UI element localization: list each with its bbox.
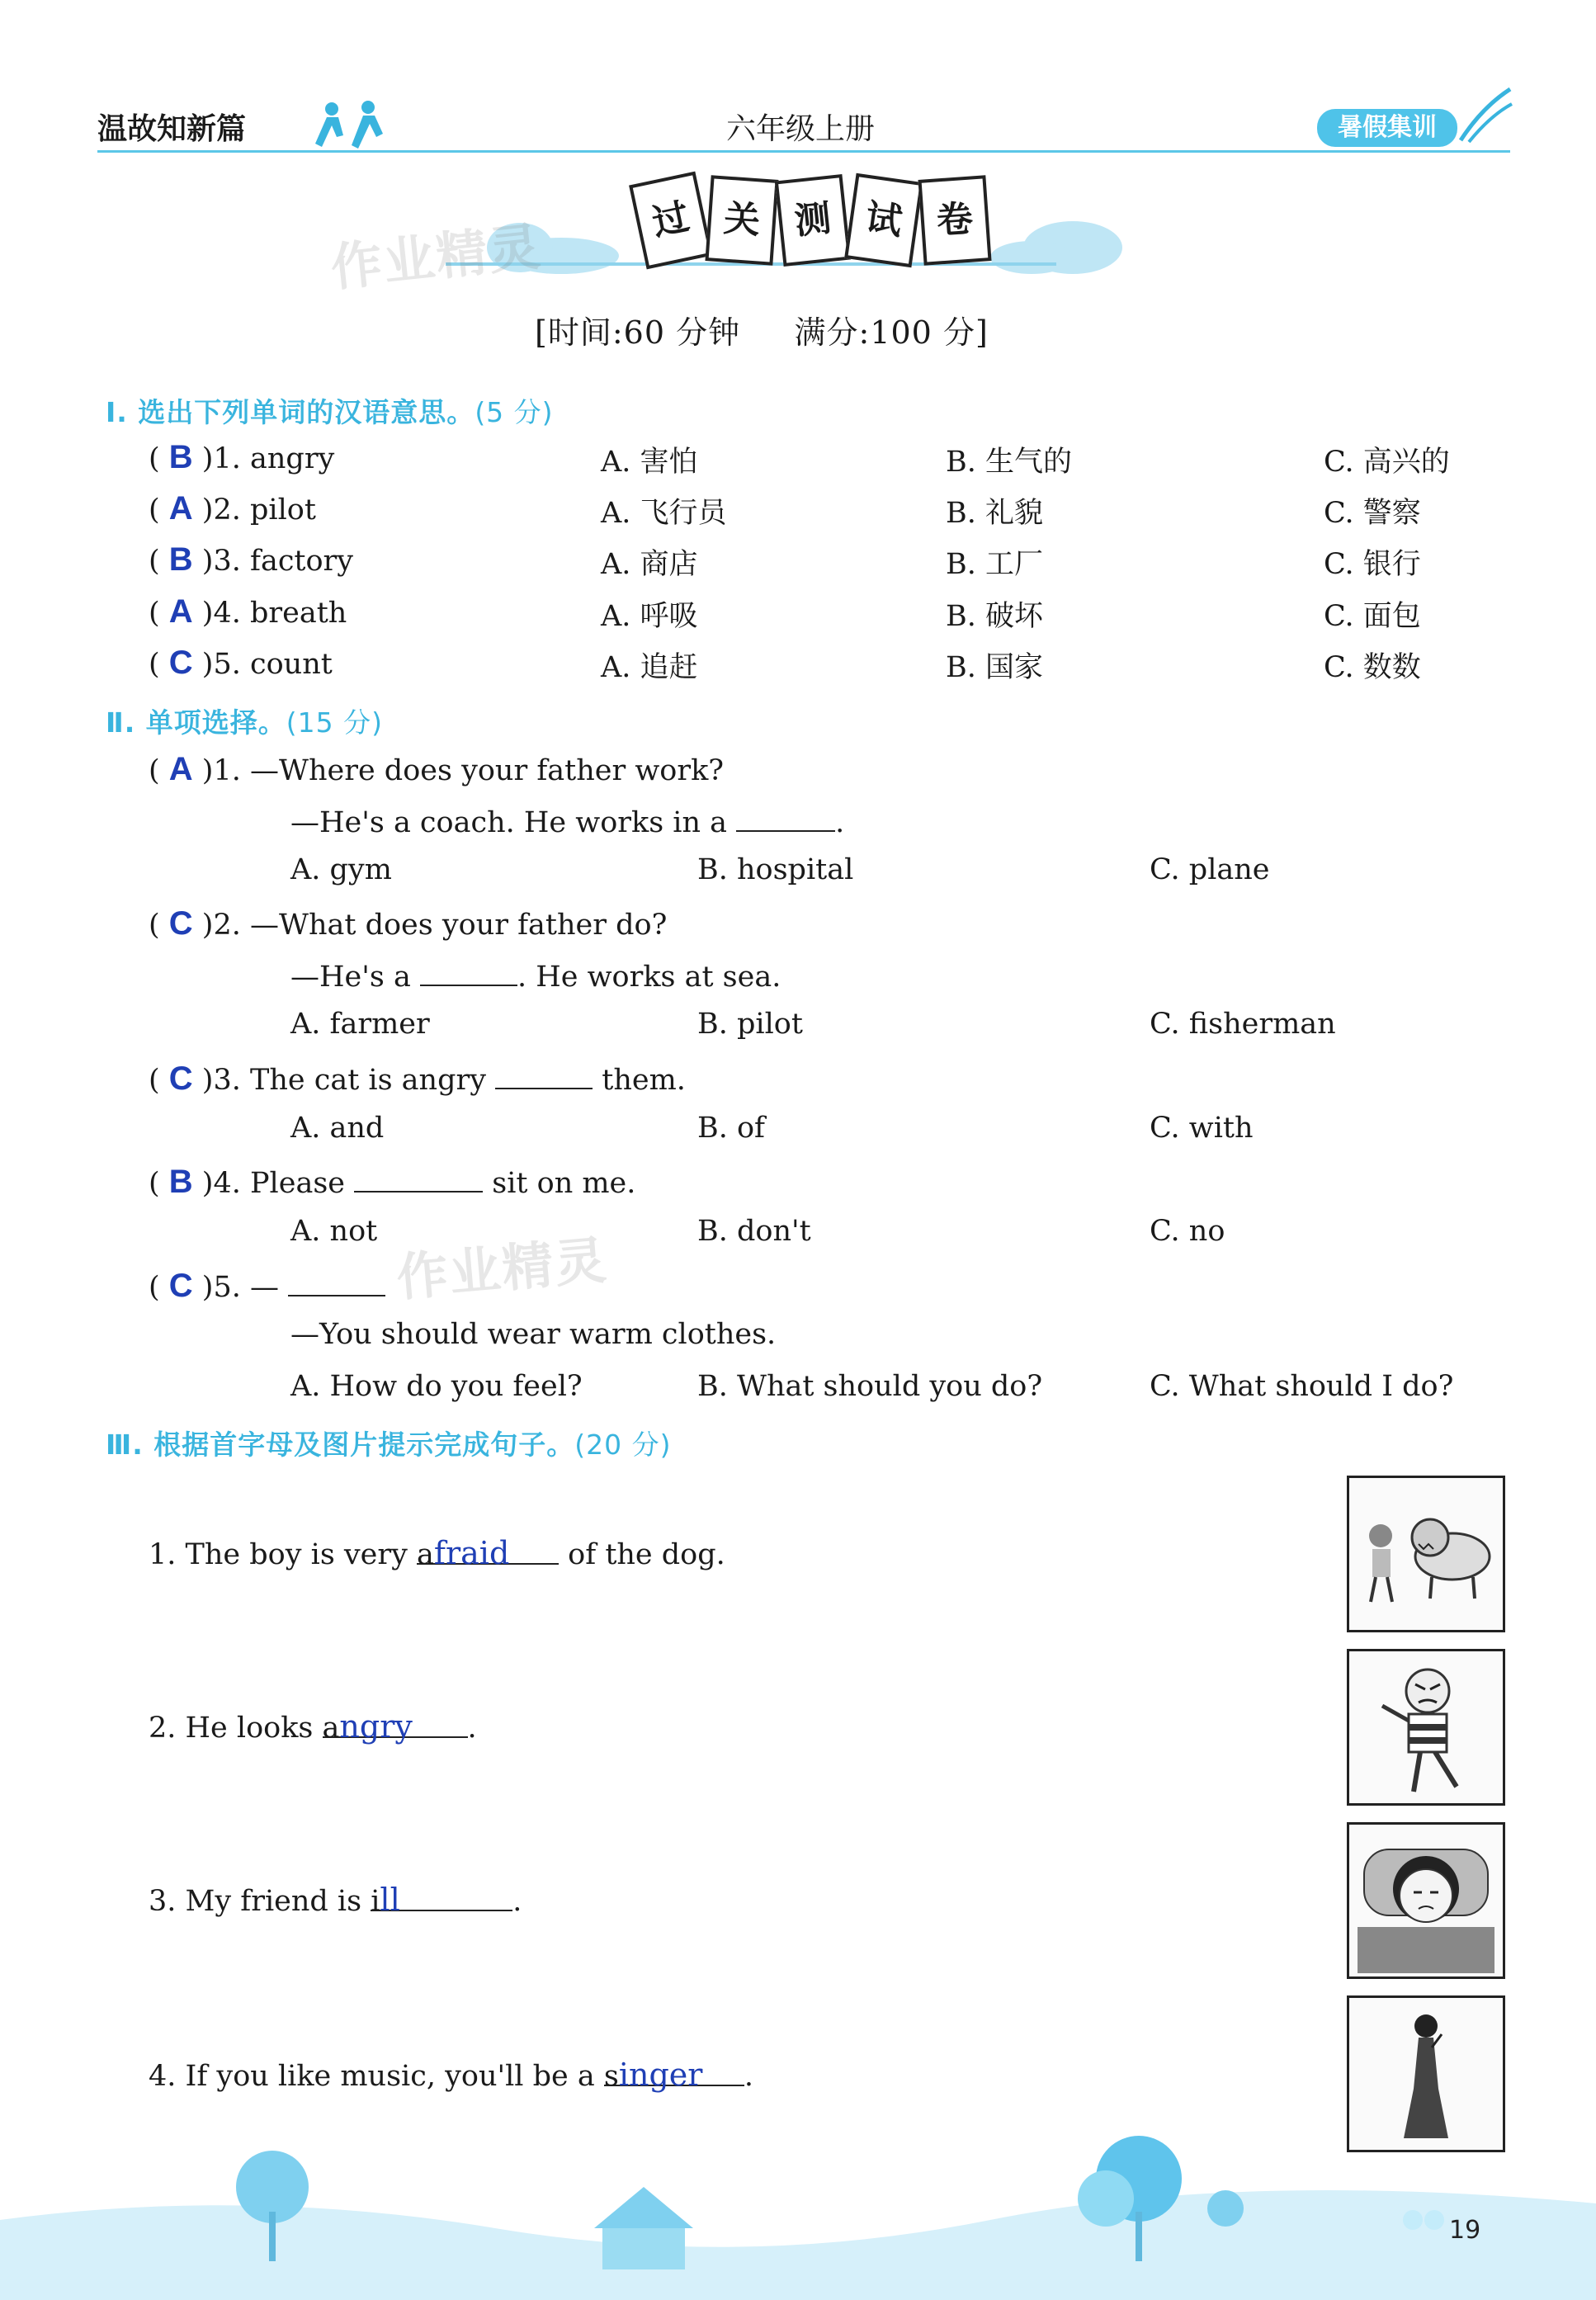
running-figures-icon: [307, 97, 406, 155]
s2-q5-opt-c: C. What should I do?: [1150, 1370, 1454, 1403]
section3-title: [106, 1424, 671, 1462]
section1-title: [106, 391, 554, 430]
s1-item-1-opt-a: [601, 439, 698, 480]
s3-item-1-text: 1. The boy is very: [149, 1538, 408, 1571]
s1-opt-b-text: B. 生气的: [946, 446, 1072, 479]
s3-item-4-blank[interactable]: [603, 2057, 744, 2093]
s1-opt-a-text: A. 商店: [601, 548, 698, 581]
s1-opt-c-text: C. 数数: [1324, 651, 1421, 684]
s2-q4-opt-a: A. not: [290, 1215, 378, 1248]
s2-q3-opt-b: B. of: [697, 1112, 765, 1145]
s1-num: 1.: [213, 442, 241, 475]
watermark: 作业精灵: [328, 215, 545, 299]
time-value: 60 分钟: [623, 314, 741, 351]
s3-item-1: [149, 1535, 725, 1571]
s1-item-3-opt-c: [1324, 541, 1421, 583]
s2-q1-blank[interactable]: [736, 802, 835, 832]
s2-q4-blank[interactable]: [354, 1163, 483, 1193]
s1-opt-a-text: A. 害怕: [601, 446, 698, 479]
header-center-title: 六年级上册: [726, 112, 876, 146]
s1-opt-b-text: B. 礼貌: [946, 497, 1043, 530]
s2-q5-line1: ( C )5. —: [149, 1267, 385, 1305]
s3-item-1-post: of the dog.: [568, 1538, 725, 1571]
footer-landscape: [0, 2113, 1596, 2300]
s2-q3-line1: ( C )3. The cat is angry them.: [149, 1060, 686, 1097]
s1-word: angry: [250, 442, 335, 475]
s1-item-4-opt-b: [946, 593, 1043, 635]
exam-meta: [时间:60 分钟 满分:100 分]: [535, 314, 989, 351]
s1-opt-a-text: A. 呼吸: [601, 600, 698, 633]
s2-q3-num: 3.: [213, 1064, 241, 1097]
s1-item-1: ( B )1. angry: [149, 439, 335, 475]
s1-word: pilot: [250, 494, 316, 527]
s2-q2-opt-a: A. farmer: [290, 1008, 430, 1041]
picture-sick-girl: [1347, 1822, 1505, 1979]
s2-q3-text: The cat is angry: [250, 1064, 486, 1097]
banner-char-4: 试: [844, 173, 923, 267]
s2-q3-answer[interactable]: C: [168, 1060, 193, 1097]
s1-opt-b-text: B. 工厂: [946, 548, 1043, 581]
s2-q2-text: —What does your father do?: [250, 909, 668, 942]
s3-item-3-letter: i: [371, 1885, 380, 1918]
s1-answer[interactable]: C: [168, 645, 193, 681]
s2-q3-opt-a: A. and: [290, 1112, 385, 1145]
s1-word: breath: [250, 597, 347, 630]
s2-q4-line1: ( B )4. Please sit on me.: [149, 1164, 636, 1200]
s2-q3-blank[interactable]: [495, 1060, 593, 1089]
s1-num: 2.: [213, 494, 241, 527]
s1-answer[interactable]: B: [168, 541, 193, 578]
s2-q2-num: 2.: [213, 909, 241, 942]
s2-q5-text: —: [250, 1271, 279, 1304]
s1-item-2: ( A )2. pilot: [149, 490, 316, 527]
s3-item-1-letter: a: [417, 1538, 434, 1571]
score-label: 满分: [794, 314, 859, 351]
s1-item-5: ( C )5. count: [149, 645, 333, 681]
s1-opt-b-text: B. 破坏: [946, 600, 1043, 633]
s2-q1-text3: .: [835, 806, 845, 839]
banner-char-2: 关: [705, 175, 778, 265]
s2-q4-text: Please: [250, 1167, 345, 1200]
s1-item-3: ( B )3. factory: [149, 541, 354, 578]
s2-q4-opt-c: C. no: [1150, 1215, 1225, 1248]
s1-opt-c-text: C. 警察: [1324, 497, 1421, 530]
s2-q5-opt-b: B. What should you do?: [697, 1370, 1043, 1403]
s1-num: 5.: [213, 648, 241, 681]
s2-q4-answer[interactable]: B: [168, 1164, 193, 1200]
sick-girl-icon: [1349, 1825, 1503, 1976]
s2-q4-text2: sit on me.: [492, 1167, 636, 1200]
section3-points: (20 分): [574, 1429, 672, 1461]
s1-opt-a-text: A. 追赶: [601, 651, 698, 684]
s2-q2-text3: . He works at sea.: [517, 961, 781, 994]
s2-q5-answer[interactable]: C: [168, 1268, 193, 1304]
s2-q5-num: 5.: [213, 1271, 241, 1304]
s3-item-3-post: .: [512, 1885, 522, 1918]
swoosh-icon: [1457, 83, 1515, 149]
score-value: 100 分: [870, 314, 975, 351]
s1-num: 4.: [213, 597, 241, 630]
s1-opt-a-text: A. 飞行员: [601, 497, 727, 530]
s3-item-2: [149, 1708, 477, 1745]
s2-q5-line2: —You should wear warm clothes.: [290, 1318, 777, 1351]
s1-item-5-opt-b: [946, 645, 1043, 686]
s3-item-3-fill: ll: [380, 1882, 400, 1918]
s1-word: factory: [250, 545, 354, 578]
picture-angry-man: [1347, 1649, 1505, 1806]
s1-answer[interactable]: A: [168, 593, 193, 630]
s3-item-1-fill: fraid: [433, 1535, 510, 1571]
s3-item-2-post: .: [467, 1712, 477, 1745]
s3-item-3-text: 3. My friend is: [149, 1885, 362, 1918]
s1-item-4: ( A )4. breath: [149, 593, 347, 630]
s2-q1-line1: ( A )1. —Where does your father work?: [149, 751, 725, 787]
s1-item-5-opt-c: [1324, 645, 1421, 686]
s1-item-4-opt-a: [601, 593, 698, 635]
s1-item-3-opt-a: [601, 541, 698, 583]
s3-item-1-blank[interactable]: [417, 1535, 559, 1571]
s3-item-2-letter: a: [322, 1712, 340, 1745]
s2-q1-opt-c: C. plane: [1150, 853, 1270, 886]
s2-q1-text2: —He's a coach. He works in a: [290, 806, 728, 839]
watermark-2: 作业精灵: [394, 1229, 611, 1308]
header-rule: [97, 150, 1510, 153]
s2-q2-opt-c: C. fisherman: [1150, 1008, 1336, 1041]
s3-item-4-post: .: [744, 2060, 754, 2093]
s1-item-4-opt-c: [1324, 593, 1421, 635]
s3-item-4-text: 4. If you like music, you'll be a: [149, 2060, 595, 2093]
s2-q2-opt-b: B. pilot: [697, 1008, 803, 1041]
s2-q5-blank[interactable]: [288, 1267, 385, 1296]
s2-q1-opt-b: B. hospital: [697, 853, 854, 886]
page-number: 19: [1449, 2216, 1481, 2245]
s3-item-2-text: 2. He looks: [149, 1712, 314, 1745]
s2-q4-num: 4.: [213, 1167, 241, 1200]
s1-opt-c-text: C. 银行: [1324, 548, 1421, 581]
section3-title-text: Ⅲ. 根据首字母及图片提示完成句子。: [106, 1429, 575, 1461]
boy-dog-icon: [1349, 1478, 1503, 1630]
header-left-title: 温故知新篇: [97, 112, 247, 146]
section1-points: (5 分): [475, 396, 554, 428]
s1-item-2-opt-c: [1324, 490, 1421, 531]
s3-item-2-blank[interactable]: [322, 1708, 468, 1745]
s3-item-4-fill: inger: [618, 2057, 703, 2093]
s1-item-3-opt-b: [946, 541, 1043, 583]
s2-q1-line2: [290, 802, 844, 839]
s2-q1-text: —Where does your father work?: [250, 754, 725, 787]
s1-item-1-opt-b: [946, 439, 1072, 480]
s2-q2-answer[interactable]: C: [168, 905, 193, 942]
s1-word: count: [250, 648, 333, 681]
section2-title-text: Ⅱ. 单项选择。: [106, 706, 286, 739]
s2-q4-opt-b: B. don't: [697, 1215, 811, 1248]
s2-q2-line1: ( C )2. —What does your father do?: [149, 905, 668, 942]
s2-q1-num: 1.: [213, 754, 241, 787]
s2-q5-opt-a: A. How do you feel?: [290, 1370, 583, 1403]
s1-item-2-opt-a: [601, 490, 727, 531]
s2-q2-blank[interactable]: [420, 956, 517, 986]
s1-opt-b-text: B. 国家: [946, 651, 1043, 684]
s3-item-4: [149, 2057, 753, 2093]
s3-item-3-blank[interactable]: [371, 1882, 512, 1918]
s1-answer[interactable]: A: [168, 490, 193, 527]
s2-q3-text2: them.: [602, 1064, 686, 1097]
s2-q2-text2: —He's a: [290, 961, 411, 994]
s2-q2-line2: [290, 956, 781, 994]
banner-char-5: 卷: [918, 175, 991, 265]
section1-title-text: Ⅰ. 选出下列单词的汉语意思。: [106, 396, 475, 428]
angry-man-icon: [1349, 1651, 1503, 1803]
banner-char-1: 过: [629, 172, 713, 270]
s1-opt-c-text: C. 面包: [1324, 600, 1421, 633]
s1-answer[interactable]: B: [168, 439, 193, 475]
section2-title: [106, 701, 383, 740]
s2-q1-answer[interactable]: A: [168, 751, 193, 787]
section2-points: (15 分): [286, 706, 383, 739]
s1-item-1-opt-c: [1324, 439, 1450, 480]
s3-item-4-letter: s: [603, 2060, 619, 2093]
s3-item-3: [149, 1882, 522, 1918]
s1-num: 3.: [213, 545, 241, 578]
picture-boy-and-dog: [1347, 1476, 1505, 1632]
s2-q1-opt-a: A. gym: [290, 853, 392, 886]
s2-q3-opt-c: C. with: [1150, 1112, 1254, 1145]
s1-item-5-opt-a: [601, 645, 698, 686]
brand-badge: 暑假集训: [1317, 109, 1457, 147]
s3-item-2-fill: ngry: [339, 1708, 413, 1745]
s1-opt-c-text: C. 高兴的: [1324, 446, 1450, 479]
banner-char-3: 测: [775, 174, 851, 267]
time-label: 时间: [547, 314, 612, 351]
s1-item-2-opt-b: [946, 490, 1043, 531]
